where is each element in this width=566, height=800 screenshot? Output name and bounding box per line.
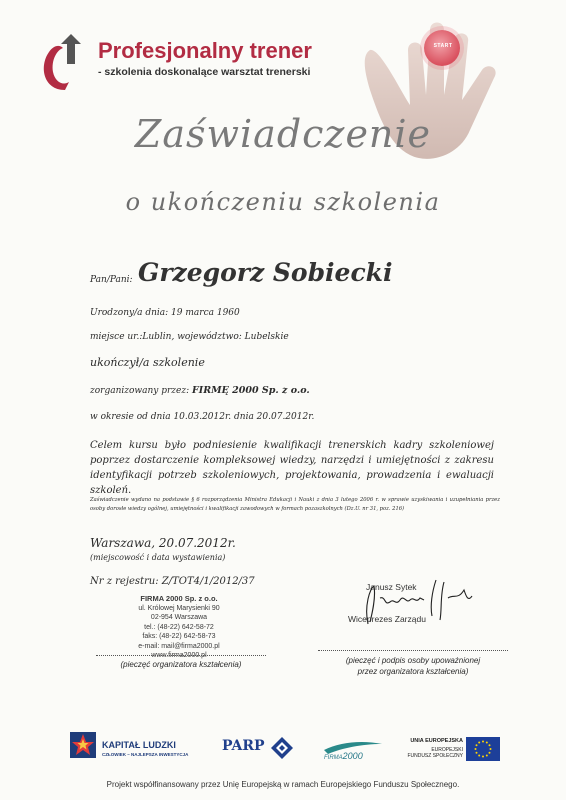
stamp-line: FIRMA 2000 Sp. z o.o.: [140, 594, 218, 603]
certificate-subtitle: o ukończeniu szkolenia: [125, 188, 441, 216]
eu-sub-line: EUROPEJSKI: [431, 747, 463, 753]
signature-caption: [318, 655, 508, 677]
eu-fund-name: [401, 747, 463, 759]
brand-title: Profesjonalny trener: [98, 38, 312, 63]
kapital-ludzki-subtitle: CZŁOWIEK – NAJLEPSZA INWESTYCJA: [102, 752, 189, 757]
completed-text: ukończył/a szkolenie: [90, 356, 205, 369]
stamp-dotted-line: [96, 655, 266, 656]
stamp-line: e-mail: mail@firma2000.pl: [138, 642, 220, 650]
recipient-name: Grzegorz Sobiecki: [138, 258, 393, 287]
firma-logo-word: FIRMA: [324, 755, 343, 761]
certificate-title: Zaświadczenie: [134, 112, 432, 156]
birth-date: Urodzony/a dnia: 19 marca 1960: [90, 308, 240, 318]
stamp-line: ul. Królowej Marysienki 90: [138, 604, 220, 612]
signature-caption-line: przez organizatora kształcenia): [357, 667, 469, 676]
organized-by: [90, 385, 310, 396]
start-button-label: START: [433, 43, 453, 49]
stamp-line: 02-954 Warszawa: [150, 614, 208, 621]
organizer-stamp: [126, 594, 232, 661]
parp-logo-text: PARP: [222, 738, 265, 754]
kapital-ludzki-title: KAPITAŁ LUDZKI: [102, 740, 176, 750]
signer-name: Janusz Sytek: [366, 582, 417, 592]
signature-dotted-line: [318, 650, 508, 651]
signature-caption-line: (pieczęć i podpis osoby upoważnionej: [345, 656, 481, 665]
cofinanced-note: Projekt współfinansowany przez Unię Europejską w ramach Europejskiego Funduszu Społecznego.: [106, 780, 460, 789]
course-period: w okresie od dnia 10.03.2012r. dnia 20.07.2012r.: [90, 412, 315, 422]
eu-sub-line: FUNDUSZ SPOŁECZNY: [407, 753, 463, 759]
stamp-caption: (pieczęć organizatora kształcenia): [120, 660, 242, 669]
organized-label: zorganizowany przez:: [90, 386, 190, 396]
course-goal: Celem kursu było podniesienie kwalifikacji trenerskich kadry szkoleniowej poprzez dostarczenie kompleksowej wiedzy, narzędzi i umiejętności z zakresu identyfikacji potrzeb szkoleniowych, projektowania, prowadzenia i ewaluacji szkoleń.: [90, 440, 494, 496]
kapital-ludzki-star-icon: [70, 732, 96, 758]
parp-logo-icon: [271, 737, 293, 759]
eu-flag-icon: [466, 737, 500, 761]
trainer-logo-icon: [35, 30, 87, 94]
eu-title: UNIA EUROPEJSKA: [410, 738, 463, 744]
signer-role: Wiceprezes Zarządu: [348, 614, 426, 624]
organizer-name: FIRMĘ 2000 Sp. z o.o.: [192, 385, 310, 396]
birth-place: miejsce ur.:Lublin, województwo: Lubelskie: [90, 332, 289, 342]
brand-subtitle: - szkolenia doskonalące warsztat trenerski: [98, 66, 311, 78]
firma2000-logo-text: [324, 751, 363, 761]
pan-label: Pan/Pani:: [90, 275, 133, 285]
stamp-line: www.firma2000.pl: [151, 652, 207, 659]
legal-note: Zaświadczenie wydano na podstawie § 6 rozporządzenia Ministra Edukacji i Nauki z dnia 3 lutego 2006 r. w sprawie uzyskiwania i uzupełniania przez osoby dorosłe wiedzy ogólnej, umiejętności i kwalifikacji zawodowych w formach pozaszkolnych (Dz.U. nr 31, poz. 216): [90, 497, 500, 512]
registry-number: Nr z rejestru: Z/TOT4/1/2012/37: [90, 576, 255, 587]
city-date-caption: (miejscowość i data wystawienia): [90, 553, 226, 562]
stamp-line: tel.: (48-22) 642-58-72: [144, 623, 214, 631]
firma-logo-number: 2000: [342, 751, 363, 761]
stamp-line: faks: (48-22) 642-58-73: [142, 633, 216, 640]
city-date: Warszawa, 20.07.2012r.: [90, 536, 236, 550]
